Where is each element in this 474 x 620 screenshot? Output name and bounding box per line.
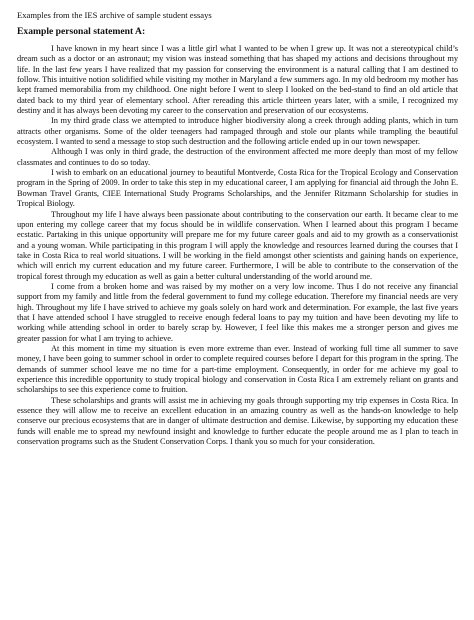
essay-paragraph-5: Throughout my life I have always been passionate about contributing to the conservation our earth. It became clear to me upon entering my college career that my focus should be in wildlife conservation. When I learned about this program I became ecstatic. Partaking in this unique opportunity will prepare me for my future career goals and aid to my growth as a conservationist and a young woman. While participating in this program I will apply the knowledge and resources learned during the courses that I take in Costa Rica to real world situations. I will be working in the field amongst other scientists and gaining hands on experience, which will enrich my current education and my future career. Furthermore, I will be able to contribute to the conservation of the tropical forest through my education as well as gain a better cultural understanding of the world around me. [17,209,458,281]
essay-body [17,44,458,447]
essay-paragraph-1: I have known in my heart since I was a little girl what I wanted to be when I grew up. It was not a stereotypical child’s dream such as a doctor or an astronaut; my vision was instead something that has shaped my actions and decisions throughout my life. In the last few years I have realized that my passion for conserving the environment is a natural calling that I am destined to follow. This intuitive notion solidified while visiting my mother in Maryland a few summers ago. In my old bedroom my mother has kept framed memorabilia from my childhood. One night before I went to sleep I looked on the bed-stand to find an old article that dated back to my third year of elementary school. After rereading this article thirteen years later, with a smile, I recognized my destiny and it has always been devoting my career to the conservation and preservation of our ecosystems. [17,44,458,116]
essay-paragraph-8: These scholarships and grants will assist me in achieving my goals through supporting my trip expenses in Costa Rica. In essence they will allow me to receive an excellent education in an amazing country as well as the hands-on knowledge to help conserve our precious ecosystems that are in danger of ultimate destruction and demise. Likewise, by supporting my education these funds will enable me to spread my newfound insight and knowledge to further educate the people around me as I plan to teach in conservation programs such as the Student Conservation Corps. I thank you so much for your consideration. [17,395,458,447]
essay-paragraph-6: I come from a broken home and was raised by my mother on a very low income. Thus I do not receive any financial support from my family and little from the federal government to fund my college education. Therefore my financial needs are very high. Throughout my life I have strived to achieve my goals solely on hard work and determination. For example, the last five years that I have attended school I have struggled to receive enough federal loans to pay my tuition and have been devoting my life to working while attending school in order to barely scrap by. However, I feel like this makes me a stronger person and gives me greater passion for what I am trying to achieve. [17,281,458,343]
essay-paragraph-2: In my third grade class we attempted to introduce higher biodiversity along a creek through adding plants, which in turn attracts other organisms. Some of the older teenagers had rampaged through and stole our plants while trampling the beautiful ecosystem. I wanted to send a message to stop such destruction and the following article ended up in our town newspaper. [17,116,458,147]
document-title: Example personal statement A: [17,26,146,37]
essay-paragraph-3: Although I was only in third grade, the destruction of the environment affected me more deeply than most of my fellow classmates and continues to do so today. [17,147,458,167]
document-header: Examples from the IES archive of sample student essays [17,10,212,20]
essay-paragraph-7: At this moment in time my situation is even more extreme than ever. Instead of working full time all summer to save money, I have been going to summer school in order to complete required courses before I depart for this program in the spring. The demands of summer school leave me no time for a part-time employment. Consequently, in order for me achieve my goal to experience this incredible opportunity to study tropical biology and conservation in Costa Rica I am extremely reliant on grants and scholarships to see this experience come to fruition. [17,343,458,395]
essay-paragraph-4: I wish to embark on an educational journey to beautiful Montverde, Costa Rica for the Tropical Ecology and Conservation program in the Spring of 2009. In order to take this step in my educational career, I am applying for financial aid through the John E. Bowman Travel Grants, CIEE International Study Programs Scholarships, and the Jennifer Ritzmann Scholarship for studies in Tropical Biology. [17,168,458,209]
